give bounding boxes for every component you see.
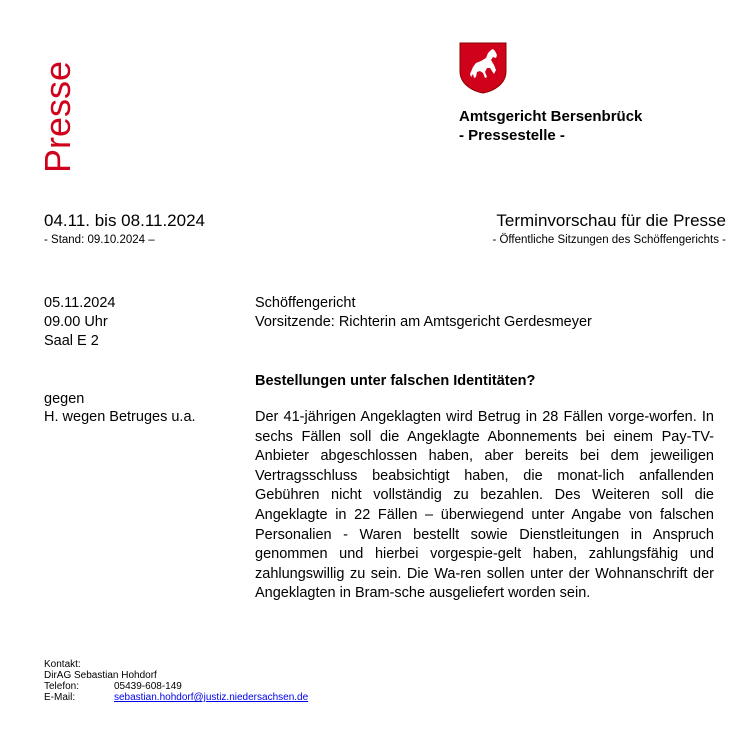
phone-label: Telefon: bbox=[44, 681, 80, 692]
presse-vertical-title bbox=[30, 60, 80, 175]
phone-number: 05439-608-149 bbox=[114, 681, 182, 692]
session-date: 05.11.2024 bbox=[44, 295, 116, 311]
svg-text:Presse: Presse bbox=[37, 60, 78, 173]
status-date: - Stand: 09.10.2024 – bbox=[44, 234, 155, 246]
gegen-label: gegen bbox=[44, 391, 85, 407]
court-type: Schöffengericht bbox=[255, 295, 356, 311]
email-label: E-Mail: bbox=[44, 692, 76, 703]
contact-label: Kontakt: bbox=[44, 659, 81, 670]
session-time: 09.00 Uhr bbox=[44, 314, 108, 330]
court-name: Amtsgericht Bersenbrück bbox=[459, 108, 643, 125]
lower-saxony-horse-crest-icon bbox=[458, 41, 508, 94]
case-description: Der 41-jährigen Angeklagten wird Betrug in 28 Fällen vorge-worfen. In sechs Fällen soll die Angeklagte Abonnements bei einem Pay-TV-Anbieter abgeschlossen haben, aber bereits bei dem jeweiligen Vertragsschluss beabsichtigt haben, die monat-lich anfallenden Gebühren nicht vollständig zu bezahlen. Des Weiteren soll die Angeklagte in 22 Fällen – überwiegend unter Angabe von falschen Personalien - Waren bestellt sowie Dienstleitungen in Anspruch genommen und hierbei vorgespie-gelt haben, zahlungsfähig und zahlungswillig zu sein. Die Wa-ren sollen unter der Wohnanschrift der Angeklagten in Bram-sche ausgeliefert worden sein. bbox=[255, 409, 714, 602]
court-subtitle: - Pressestelle - bbox=[459, 127, 565, 144]
session-room: Saal E 2 bbox=[44, 333, 99, 349]
document-title: Terminvorschau für die Presse bbox=[496, 211, 726, 230]
email-link[interactable]: sebastian.hohdorf@justiz.niedersachsen.de bbox=[114, 692, 309, 703]
date-range: 04.11. bis 08.11.2024 bbox=[44, 211, 206, 230]
presiding-judge: Vorsitzende: Richterin am Amtsgericht Gerdesmeyer bbox=[255, 314, 592, 330]
contact-name: DirAG Sebastian Hohdorf bbox=[44, 670, 157, 681]
defendant: H. wegen Betruges u.a. bbox=[44, 409, 196, 425]
case-heading: Bestellungen unter falschen Identitäten? bbox=[255, 373, 536, 389]
document-subtitle: - Öffentliche Sitzungen des Schöffengerichts - bbox=[492, 234, 726, 246]
